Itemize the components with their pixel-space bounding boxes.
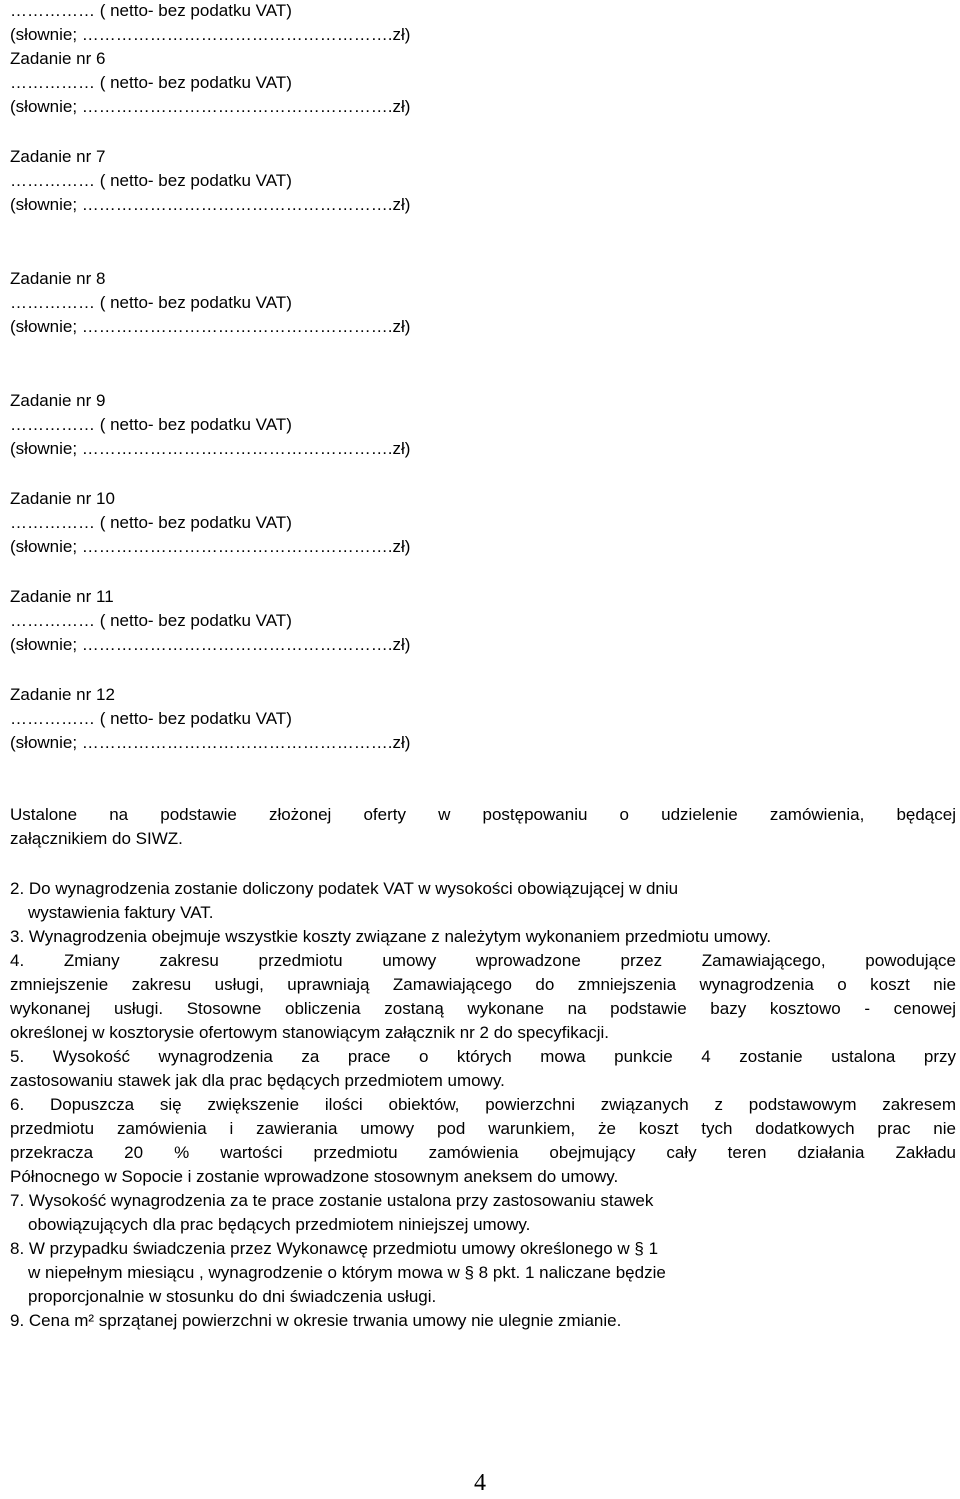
item-3: 3. Wynagrodzenia obejmuje wszystkie koszty związane z należytym wykonaniem przedmiotu umowy. xyxy=(10,927,772,946)
words-line: (słownie; ……………………………………………….zł) xyxy=(10,97,411,116)
task-title: Zadanie nr 9 xyxy=(10,391,106,410)
item-8-cont: w niepełnym miesiącu , wynagrodzenie o którym mowa w § 8 pkt. 1 naliczane będzie xyxy=(28,1263,666,1282)
item-7-cont: obowiązujących dla prac będących przedmiotem niniejszej umowy. xyxy=(28,1215,531,1234)
item-4-cont: zmniejszenie zakresu usługi, uprawniają Zamawiającego do zmniejszenia wynagrodzenia o koszt nie xyxy=(10,975,956,994)
amount-line: …………… ( netto- bez podatku VAT) xyxy=(10,513,292,532)
item-4-cont: określonej w kosztorysie ofertowym stanowiącym załącznik nr 2 do specyfikacji. xyxy=(10,1023,610,1042)
item-2: 2. Do wynagrodzenia zostanie doliczony podatek VAT w wysokości obowiązującej w dniu xyxy=(10,879,679,898)
item-8: 8. W przypadku świadczenia przez Wykonawcę przedmiotu umowy określonego w § 1 xyxy=(10,1239,659,1258)
amount-line: …………… ( netto- bez podatku VAT) xyxy=(10,293,292,312)
task-title: Zadanie nr 8 xyxy=(10,269,106,288)
task-title: Zadanie nr 11 xyxy=(10,587,114,606)
established-text-line: Ustalone na podstawie złożonej oferty w postępowaniu o udzielenie zamówienia, będącej xyxy=(10,805,956,824)
item-2-cont: wystawienia faktury VAT. xyxy=(28,903,214,922)
item-5: 5. Wysokość wynagrodzenia za prace o których mowa punkcie 4 zostanie ustalona przy xyxy=(10,1047,956,1066)
amount-line: …………… ( netto- bez podatku VAT) xyxy=(10,415,292,434)
words-line: (słownie; ……………………………………………….zł) xyxy=(10,25,411,44)
words-line: (słownie; ……………………………………………….zł) xyxy=(10,317,411,336)
amount-line: …………… ( netto- bez podatku VAT) xyxy=(10,611,292,630)
page-number: 4 xyxy=(474,1470,486,1496)
item-6-cont: Północnego w Sopocie i zostanie wprowadzone stosownym aneksem do umowy. xyxy=(10,1167,619,1186)
item-5-cont: zastosowaniu stawek jak dla prac będących przedmiotem umowy. xyxy=(10,1071,505,1090)
item-4-cont: wykonanej usługi. Stosowne obliczenia zostaną wykonane na podstawie bazy kosztowo - cenowej xyxy=(10,999,956,1018)
item-8-cont: proporcjonalnie w stosunku do dni świadczenia usługi. xyxy=(28,1287,437,1306)
item-6: 6. Dopuszcza się zwiększenie ilości obiektów, powierzchni związanych z podstawowym zakresem xyxy=(10,1095,956,1114)
task-title: Zadanie nr 12 xyxy=(10,685,115,704)
document-page xyxy=(10,0,956,1333)
amount-line: …………… ( netto- bez podatku VAT) xyxy=(10,73,292,92)
words-line: (słownie; ……………………………………………….zł) xyxy=(10,537,411,556)
item-7: 7. Wysokość wynagrodzenia za te prace zostanie ustalona przy zastosowaniu stawek xyxy=(10,1191,654,1210)
amount-line: …………… ( netto- bez podatku VAT) xyxy=(10,171,292,190)
task-title: Zadanie nr 7 xyxy=(10,147,106,166)
item-4: 4. Zmiany zakresu przedmiotu umowy wprowadzone przez Zamawiającego, powodujące xyxy=(10,951,956,970)
amount-line: …………… ( netto- bez podatku VAT) xyxy=(10,1,292,20)
task-title: Zadanie nr 6 xyxy=(10,49,106,68)
task-title: Zadanie nr 10 xyxy=(10,489,115,508)
words-line: (słownie; ……………………………………………….zł) xyxy=(10,195,411,214)
words-line: (słownie; ……………………………………………….zł) xyxy=(10,635,411,654)
item-6-cont: przedmiotu zamówienia i zawierania umowy pod warunkiem, że koszt tych dodatkowych prac nie xyxy=(10,1119,956,1138)
item-6-cont: przekracza 20 % wartości przedmiotu zamówienia obejmujący cały teren działania Zakładu xyxy=(10,1143,956,1162)
words-line: (słownie; ……………………………………………….zł) xyxy=(10,733,411,752)
words-line: (słownie; ……………………………………………….zł) xyxy=(10,439,411,458)
item-9: 9. Cena m² sprzątanej powierzchni w okresie trwania umowy nie ulegnie zmianie. xyxy=(10,1311,622,1330)
established-text-line: załącznikiem do SIWZ. xyxy=(10,829,183,848)
amount-line: …………… ( netto- bez podatku VAT) xyxy=(10,709,292,728)
